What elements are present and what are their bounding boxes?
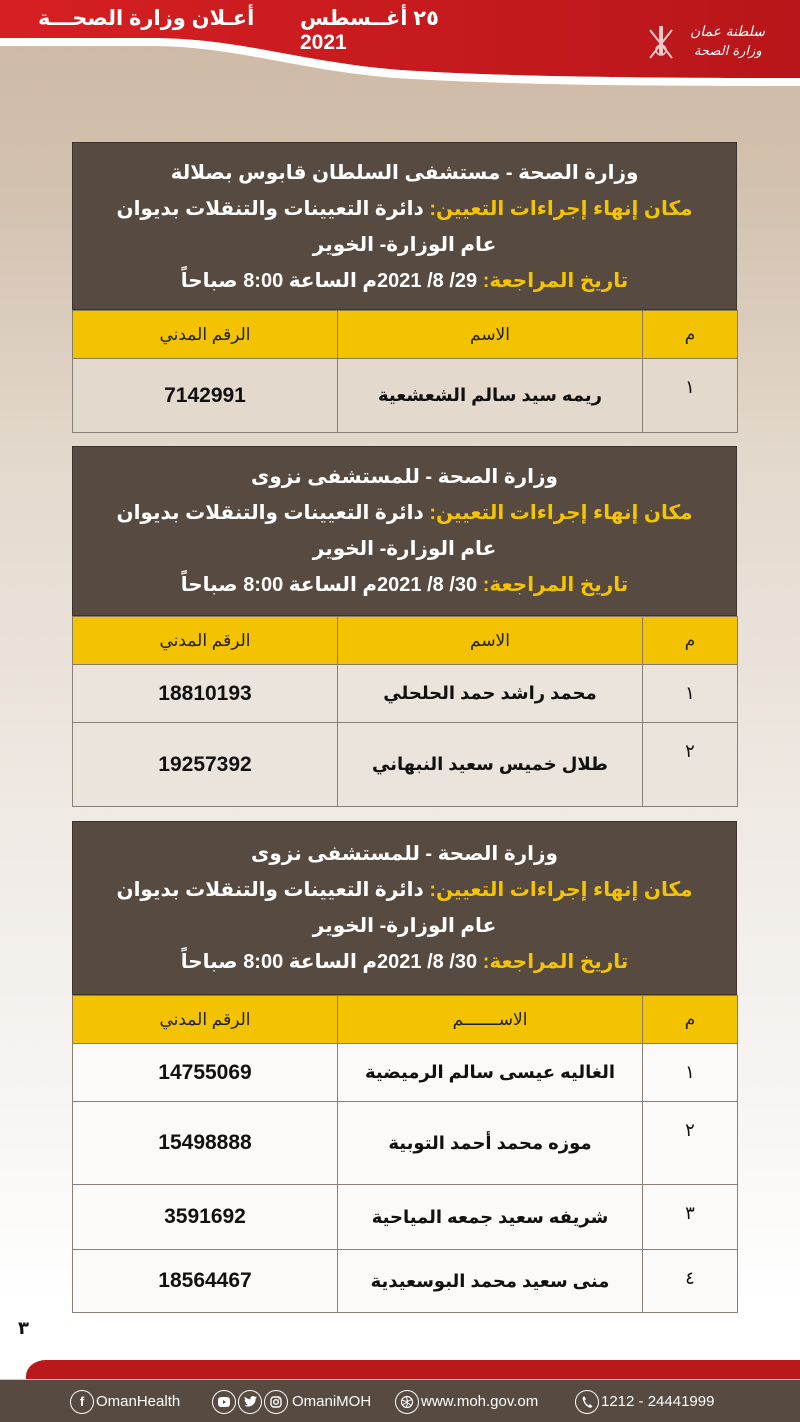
table-row	[73, 359, 738, 433]
block-place	[73, 191, 736, 263]
row-index: ٢	[643, 723, 738, 807]
candidates-table	[72, 995, 738, 1313]
oman-emblem-icon	[628, 10, 688, 78]
row-index: ٤	[643, 1250, 738, 1313]
row-civil-id: 19257392	[73, 723, 338, 807]
date-value: 30/ 8/ 2021م الساعة 8:00 صباحاً	[180, 574, 478, 596]
instagram-icon	[264, 1390, 288, 1414]
phone-number: 1212 - 24441999	[601, 1393, 715, 1410]
column-header-index: م	[643, 996, 738, 1044]
column-header-civil-id: الرقم المدني	[73, 311, 338, 359]
row-index: ١	[643, 359, 738, 433]
table-row	[73, 723, 738, 807]
block-place	[73, 495, 736, 567]
column-header-name: الاسم	[338, 617, 643, 665]
announcement-block-1	[72, 142, 737, 433]
logo-text-sultanate: سلطنة عمان	[690, 24, 766, 40]
announcement-block-3	[72, 821, 737, 1313]
column-header-index: م	[643, 617, 738, 665]
footer-website[interactable]	[395, 1388, 538, 1415]
table-row	[73, 1044, 738, 1102]
table-header-row	[73, 311, 738, 359]
block-heading: وزارة الصحة - مستشفى السلطان قابوس بصلالة	[170, 162, 639, 184]
place-label: مكان إنهاء إجراءات التعيين:	[429, 879, 693, 901]
footer-facebook[interactable]	[70, 1388, 180, 1415]
block-info-panel	[72, 446, 737, 616]
announcement-date: ٢٥ أغــسطس 2021	[300, 7, 439, 54]
column-header-name: الاسم	[338, 311, 643, 359]
column-header-civil-id: الرقم المدني	[73, 617, 338, 665]
row-name: طلال خميس سعيد النبهاني	[338, 723, 643, 807]
block-info-panel	[72, 821, 737, 995]
social-handle: OmaniMOH	[292, 1393, 372, 1410]
header-banner	[0, 0, 800, 100]
place-label: مكان إنهاء إجراءات التعيين:	[429, 198, 693, 220]
row-civil-id: 18564467	[73, 1250, 338, 1313]
table-row	[73, 665, 738, 723]
table-header-row	[73, 996, 738, 1044]
date-label: تاريخ المراجعة:	[482, 951, 629, 973]
column-header-index: م	[643, 311, 738, 359]
footer-red-band	[26, 1360, 800, 1380]
place-value: دائرة التعيينات والتنقلات بديوان عام الوزارة- الخوير	[116, 879, 497, 937]
row-name: محمد راشد حمد الحلحلي	[338, 665, 643, 723]
row-index: ٣	[643, 1185, 738, 1250]
phone-icon	[575, 1390, 599, 1414]
row-civil-id: 3591692	[73, 1185, 338, 1250]
block-date	[73, 944, 736, 980]
row-index: ١	[643, 665, 738, 723]
twitter-icon	[238, 1390, 262, 1414]
row-index: ٢	[643, 1102, 738, 1185]
row-index: ١	[643, 1044, 738, 1102]
row-name: شريفه سعيد جمعه المياحية	[338, 1185, 643, 1250]
block-info-panel	[72, 142, 737, 310]
ministry-logo	[628, 10, 796, 78]
announcement-block-2	[72, 446, 737, 807]
column-header-name: الاســـــــم	[338, 996, 643, 1044]
date-value: 29/ 8/ 2021م الساعة 8:00 صباحاً	[180, 270, 478, 292]
youtube-icon	[212, 1390, 236, 1414]
footer-contact-bar	[0, 1379, 800, 1422]
row-civil-id: 15498888	[73, 1102, 338, 1185]
block-heading: وزارة الصحة - للمستشفى نزوى	[251, 843, 558, 865]
table-row	[73, 1250, 738, 1313]
block-date	[73, 263, 736, 299]
page-number: ٣	[18, 1318, 29, 1338]
table-row	[73, 1185, 738, 1250]
row-civil-id: 18810193	[73, 665, 338, 723]
place-value: دائرة التعيينات والتنقلات بديوان عام الوزارة- الخوير	[116, 198, 497, 256]
globe-icon	[395, 1390, 419, 1414]
block-place	[73, 872, 736, 944]
row-name: موزه محمد أحمد التوبية	[338, 1102, 643, 1185]
block-date	[73, 567, 736, 603]
row-name: الغاليه عيسى سالم الرميضية	[338, 1044, 643, 1102]
announcement-title: أعـلان وزارة الصحـــة	[38, 7, 255, 30]
table-row	[73, 1102, 738, 1185]
table-header-row	[73, 617, 738, 665]
candidates-table	[72, 310, 738, 433]
date-label: تاريخ المراجعة:	[482, 574, 629, 596]
facebook-icon: f	[70, 1390, 94, 1414]
date-label: تاريخ المراجعة:	[482, 270, 629, 292]
column-header-civil-id: الرقم المدني	[73, 996, 338, 1044]
website-url: www.moh.gov.om	[421, 1393, 539, 1410]
footer-phone[interactable]	[575, 1388, 714, 1415]
block-heading: وزارة الصحة - للمستشفى نزوى	[251, 466, 558, 488]
date-value: 30/ 8/ 2021م الساعة 8:00 صباحاً	[180, 951, 478, 973]
logo-text-ministry: وزارة الصحة	[694, 44, 762, 59]
row-name: ريمه سيد سالم الشعشعية	[338, 359, 643, 433]
row-civil-id: 14755069	[73, 1044, 338, 1102]
facebook-handle: OmanHealth	[96, 1393, 181, 1410]
footer-social[interactable]	[212, 1388, 371, 1415]
row-civil-id: 7142991	[73, 359, 338, 433]
place-value: دائرة التعيينات والتنقلات بديوان عام الوزارة- الخوير	[116, 502, 497, 560]
place-label: مكان إنهاء إجراءات التعيين:	[429, 502, 693, 524]
row-name: منى سعيد محمد البوسعيدية	[338, 1250, 643, 1313]
candidates-table	[72, 616, 738, 807]
